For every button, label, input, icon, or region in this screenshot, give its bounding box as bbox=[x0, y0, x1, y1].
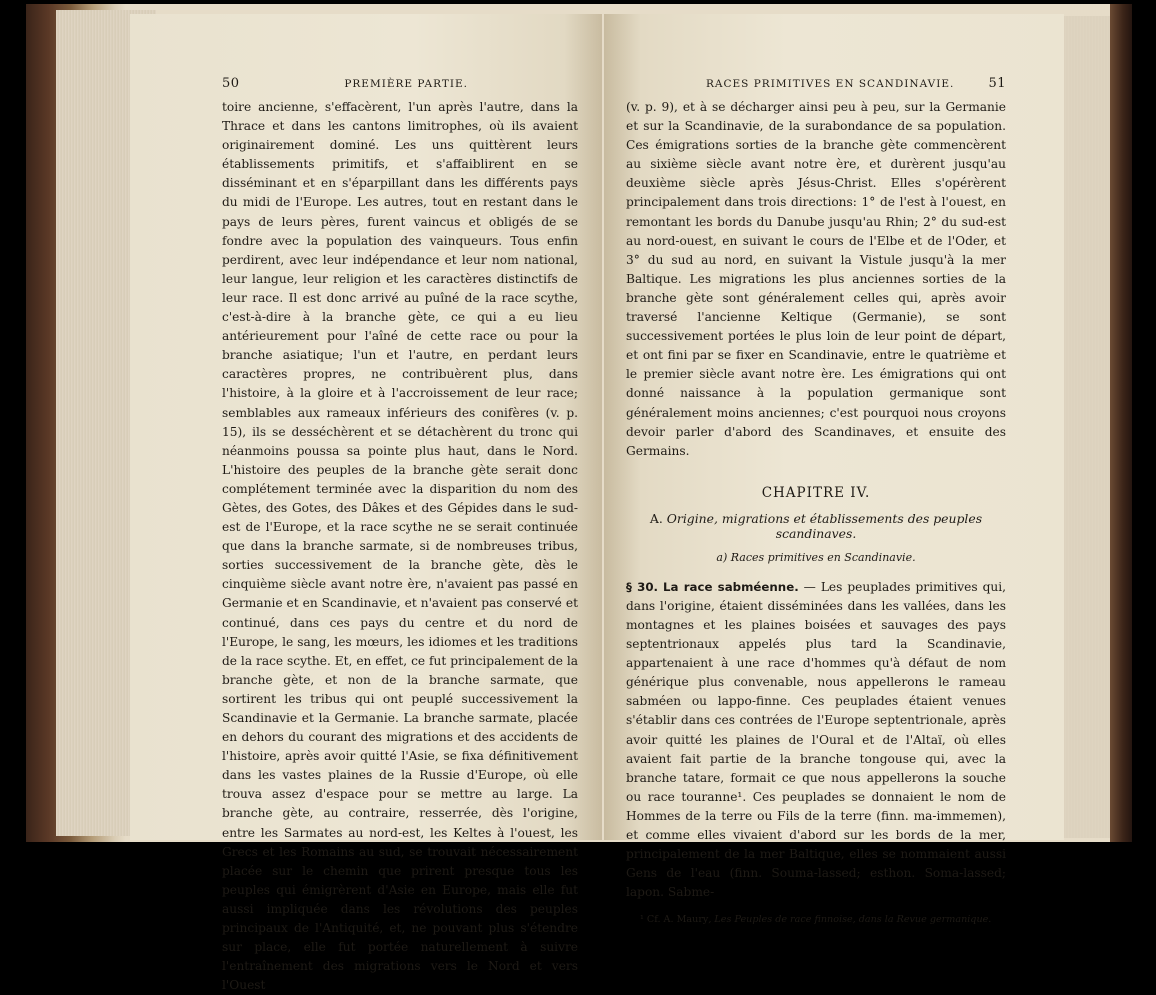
right-running-title: RACES PRIMITIVES EN SCANDINAVIE. bbox=[706, 78, 955, 90]
chapter-heading: CHAPITRE IV. bbox=[761, 484, 871, 501]
paragraph-number: § 30. bbox=[626, 579, 659, 594]
right-page-number: 51 bbox=[988, 76, 1006, 91]
open-book bbox=[26, 4, 1132, 993]
right-body-text-2 bbox=[626, 578, 1006, 903]
left-running-title: PREMIÈRE PARTIE. bbox=[344, 78, 468, 90]
left-page bbox=[130, 14, 602, 993]
book-cover-edge bbox=[1110, 4, 1132, 842]
right-body-text-1: (v. p. 9), et à se décharger ainsi peu à peu, sur la Germanie et sur la Scandinavie, de la surabondance de sa population. Ces émigrations sorties de la branche gète commencèrent au sixième siècle avant notre ère, et durèrent jusqu'au deuxième siècle après Jésus-Christ. Elles s'opérèrent principalement dans trois directions: 1° de l'est à l'ouest, en remontant les bords du Danube jusqu'au Rhin; 2° du sud-est au nord-ouest, en suivant le cours de l'Elbe et de l'Oder, et 3° du sud au nord, en suivant la Vistule jusqu'à la mer Baltique. Les migrations les plus anciennes sorties de la branche gète sont généralement celles qui, après avoir traversé l'ancienne Keltique (Germanie), se sont successivement portées le plus loin de leur point de départ, et ont fini par se fixer en Scandinavie, entre le quatrième et le premier siècle avant notre ère. Les émigrations qui ont donné naissance à la population germanique sont généralement moins anciennes; c'est pourquoi nous croyons devoir parler d'abord des Scandinaves, et ensuite des Germains. bbox=[626, 100, 1006, 458]
section-title: Origine, migrations et établissements des peuples scandinaves. bbox=[666, 510, 983, 541]
section-heading bbox=[626, 511, 1006, 541]
footnote-author: Maury bbox=[676, 914, 709, 926]
left-body-text: toire ancienne, s'effacèrent, l'un après l'autre, dans la Thrace et dans les cantons limitrophes, où ils avaient originairement dominé. Les uns quittèrent leurs établissements primitifs, et s'affaiblirent en se disséminant et en s'éparpillant dans les différents pays du midi de l'Europe. Les autres, tout en restant dans le pays de leurs pères, furent vaincus et obligés de se fondre avec la population des vainqueurs. Tous enfin perdirent, avec leur indépendance et leur nom national, leur langue, leur religion et les caractères distinctifs de leur race. Il est donc arrivé au puîné de la race scythe, c'est-à-dire à la branche gète, ce qui a eu lieu antérieurement pour l'aîné de cette race ou pour la branche asiatique; l'un et l'autre, en perdant leurs caractères propres, ne contribuèrent plus, dans l'histoire, à la gloire et à l'accroissement de leur race; semblables aux rameaux inférieurs des conifères (v. p. 15), ils se desséchèrent et se détachèrent du tronc qui néanmoins poussa sa pointe plus haut, dans le Nord. L'histoire des peuples de la branche gète serait donc complétement terminée avec la disparition du nom des Gètes, des Gotes, des Dâkes et des Gépides dans le sud-est de l'Europe, et la race scythe ne se serait continuée que dans la branche sarmate, si de nombreuses tribus, sorties successivement de la branche gète, dès le cinquième siècle avant notre ère, n'avaient pas passé en Germanie et en Scandinavie, et n'avaient pas conservé et continué, dans ces pays du centre et du nord de l'Europe, le sang, les mœurs, les idiomes et les traditions de la race scythe. Et, en effet, ce fut principalement de la branche gète, et non de la branche sarmate, que sortirent les tribus qui ont peuplé successivement la Scandinavie et la Germanie. La branche sarmate, placée en dehors du courant des migrations et des accidents de l'histoire, après avoir quitté l'Asie, se fixa définitivement dans les vastes plaines de la Russie d'Europe, où elle trouva assez d'espace pour se mettre au large. La branche gète, au contraire, resserrée, dès l'origine, entre les Sarmates au nord-est, les Keltes à l'ouest, les Grecs et les Romains au sud, se trouvait nécessairement placée sur le chemin que prirent presque tous les peuples qui émigrèrent d'Asie en Europe, mais elle fut aussi impliquée dans les révolutions des peuples principaux de l'Antiquité, et, ne pouvant plus s'étendre sur place, elle fut portée naturellement à suivre l'entraînement des migrations vers le Nord et vers l'Ouest bbox=[222, 100, 578, 993]
paragraph-heading: La race sabméenne. bbox=[663, 579, 799, 594]
left-page-number: 50 bbox=[222, 76, 240, 91]
subsection-heading: a) Races primitives en Scandinavie. bbox=[716, 550, 916, 564]
right-page bbox=[604, 14, 1064, 926]
left-running-head bbox=[222, 76, 578, 94]
footnote bbox=[626, 914, 1006, 925]
section-letter: A. bbox=[649, 510, 663, 526]
right-running-head bbox=[626, 76, 1006, 94]
footnote-mark: ¹ Cf. A. bbox=[640, 914, 674, 926]
footnote-text: , Les Peuples de race finnoise, dans la Revue germanique. bbox=[708, 914, 992, 926]
paragraph-body: — Les peuplades primitives qui, dans l'origine, étaient disséminées dans les vallées, dans les montagnes et les plaines boisées et sauvages des pays septentrionaux appelés plus tard la Scandinavie, appartenaient à une race d'hommes qu'à défaut de nom générique plus convenable, nous appellerons le rameau sabméen ou lappo-finne. Ces peuplades étaient venues s'établir dans ces contrées de l'Europe septentrionale, après avoir quitté les plaines de l'Oural et de l'Altaï, où elles avaient fait partie de la branche tongouse qui, avec la branche tatare, formait ce que nous appellerons la souche ou race touranne¹. Ces peuplades se donnaient le nom de Hommes de la terre ou Fils de la terre (finn. ma-immemen), et comme elles vivaient d'abord sur les bords de la mer, principalement de la mer Baltique, elles se nommaient aussi Gens de l'eau (finn. Souma-lassed; esthon. Soma-lassed; lapon. Sabme- bbox=[626, 579, 1006, 900]
